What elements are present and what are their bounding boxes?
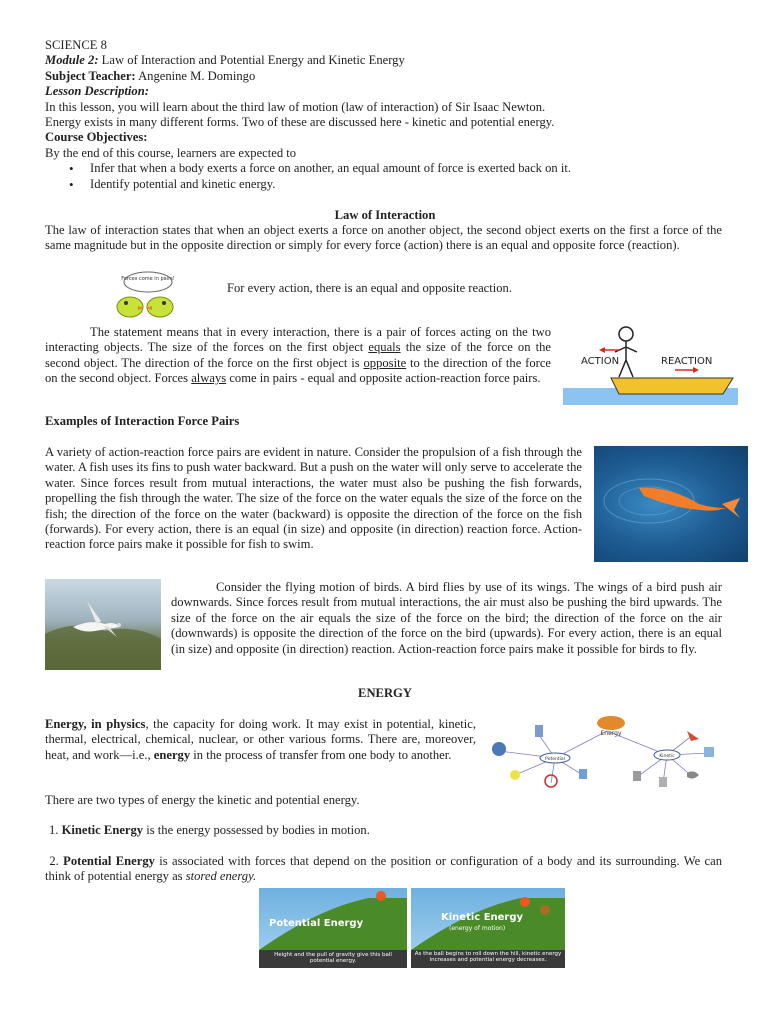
- diagram-energy-label: Energy: [600, 730, 622, 737]
- examples-heading: Examples of Interaction Force Pairs: [45, 414, 240, 428]
- bird-paragraph: Consider the flying motion of birds. A bird flies by use of its wings. The wings of a bird push air downwards. Since forces result from mutual interactions, the air must also be pushing the bird upwards. The size of the force on the air equals the size of the force on the bird; the direction of the force on the air (downwards) is opposite the direction of the force on the bird (upwards). For every action, there is an equal (in size) and opposite (in direction) reaction. Action-reaction force pairs make it possible for birds to fly.: [171, 580, 722, 656]
- statement-paragraph: The statement means that in every interaction, there is a pair of forces acting on the two interacting objects. The size of the forces on the first object equals the size of the force on the second object. The direction of the force on the first object is opposite to the direction of the force on the second object. Forces always come in pairs - equal and opposite action-reaction force pairs.: [45, 325, 551, 386]
- kinetic-energy-picture: [411, 888, 565, 968]
- energy-types-diagram: [487, 713, 723, 795]
- lesson-description-2: Energy exists in many different forms. Two of these are discussed here - kinetic and potential energy.: [45, 115, 555, 130]
- header: [45, 38, 725, 192]
- forces-pairs-birds-illustration: [108, 270, 180, 320]
- potential-energy-item: 2. Potential Energy is associated with forces that depend on the position or configuration of a body and its surrounding. We can think of potential energy as stored energy.: [45, 854, 723, 884]
- energy-types-intro: There are two types of energy the kinetic and potential energy.: [45, 793, 360, 807]
- objectives-label: Course Objectives:: [45, 130, 148, 145]
- diagram-kinetic-label: Kinetic: [659, 754, 675, 759]
- kinetic-energy-item: 1. Kinetic Energy is the energy possessed by bodies in motion.: [49, 823, 370, 837]
- law-caption: For every action, there is an equal and opposite reaction.: [227, 281, 513, 295]
- boat-action-label: ACTION: [581, 356, 620, 367]
- koi-fish-photo: [594, 446, 748, 562]
- energy-definition: Energy, in physics, the capacity for doing work. It may exist in potential, kinetic, thermal, electrical, chemical, nuclear, or other various forms. There are, moreover, heat, and work—i.e., energy in the process of transfer from one body to another.: [45, 717, 476, 762]
- law-heading: Law of Interaction: [334, 208, 436, 222]
- objectives-list: [45, 161, 725, 192]
- lesson-description-1: In this lesson, you will learn about the third law of motion (law of interaction) of Sir Isaac Newton.: [45, 99, 546, 114]
- module-line: Module 2: Law of Interaction and Potential Energy and Kinetic Energy: [45, 53, 405, 68]
- ke-caption: As the ball begins to roll down the hill, kinetic energy increases and potential energy decreases.: [414, 951, 562, 963]
- pe-title-line: Potential Energy: [269, 918, 364, 929]
- objective-item: • Identify potential and kinetic energy.: [45, 177, 725, 192]
- teacher-line: Subject Teacher: Angenine M. Domingo: [45, 68, 256, 83]
- objective-item: • Infer that when a body exerts a force on another, an equal amount of force is exerted back on it.: [45, 161, 725, 176]
- potential-energy-picture: [259, 888, 407, 968]
- flying-bird-photo: [45, 579, 161, 670]
- ke-subtitle: (energy of motion): [449, 925, 506, 932]
- lesson-description-label: Lesson Description:: [45, 84, 149, 99]
- objectives-intro: By the end of this course, learners are expected to: [45, 145, 297, 160]
- pe-caption: Height and the pull of gravity give this ball potential energy.: [274, 952, 392, 964]
- ke-title-line: Kinetic Energy: [441, 912, 524, 923]
- subject-title: SCIENCE 8: [45, 38, 107, 52]
- diagram-potential-label: Potential: [545, 757, 565, 762]
- action-reaction-boat-image: [563, 322, 738, 405]
- birds-speech-text: Forces come in pairs!: [121, 276, 175, 282]
- energy-heading: ENERGY: [358, 686, 412, 700]
- fish-paragraph: A variety of action-reaction force pairs are evident in nature. Consider the propulsion of a fish through the water. A fish uses its fins to push water backward. But a push on the water will only serve to accelerate the water. Since forces result from mutual interactions, the water must also be pushing the fish forwards, propelling the fish through the water. The size of the force on the water equals the size of the force on the fish; the direction of the force on the water (backward) is opposite the direction of the force on the fish (forwards). For every action, there is an equal (in size) and opposite (in direction) reaction force. Action-reaction force pairs make it possible for fish to swim.: [45, 445, 582, 552]
- law-paragraph: The law of interaction states that when an object exerts a force on another object, the second object exerts on the first a force of the same magnitude but in the opposite direction or simply for every force (action) there is an equal and opposite force (reaction).: [45, 223, 722, 253]
- boat-reaction-label: REACTION: [661, 356, 713, 367]
